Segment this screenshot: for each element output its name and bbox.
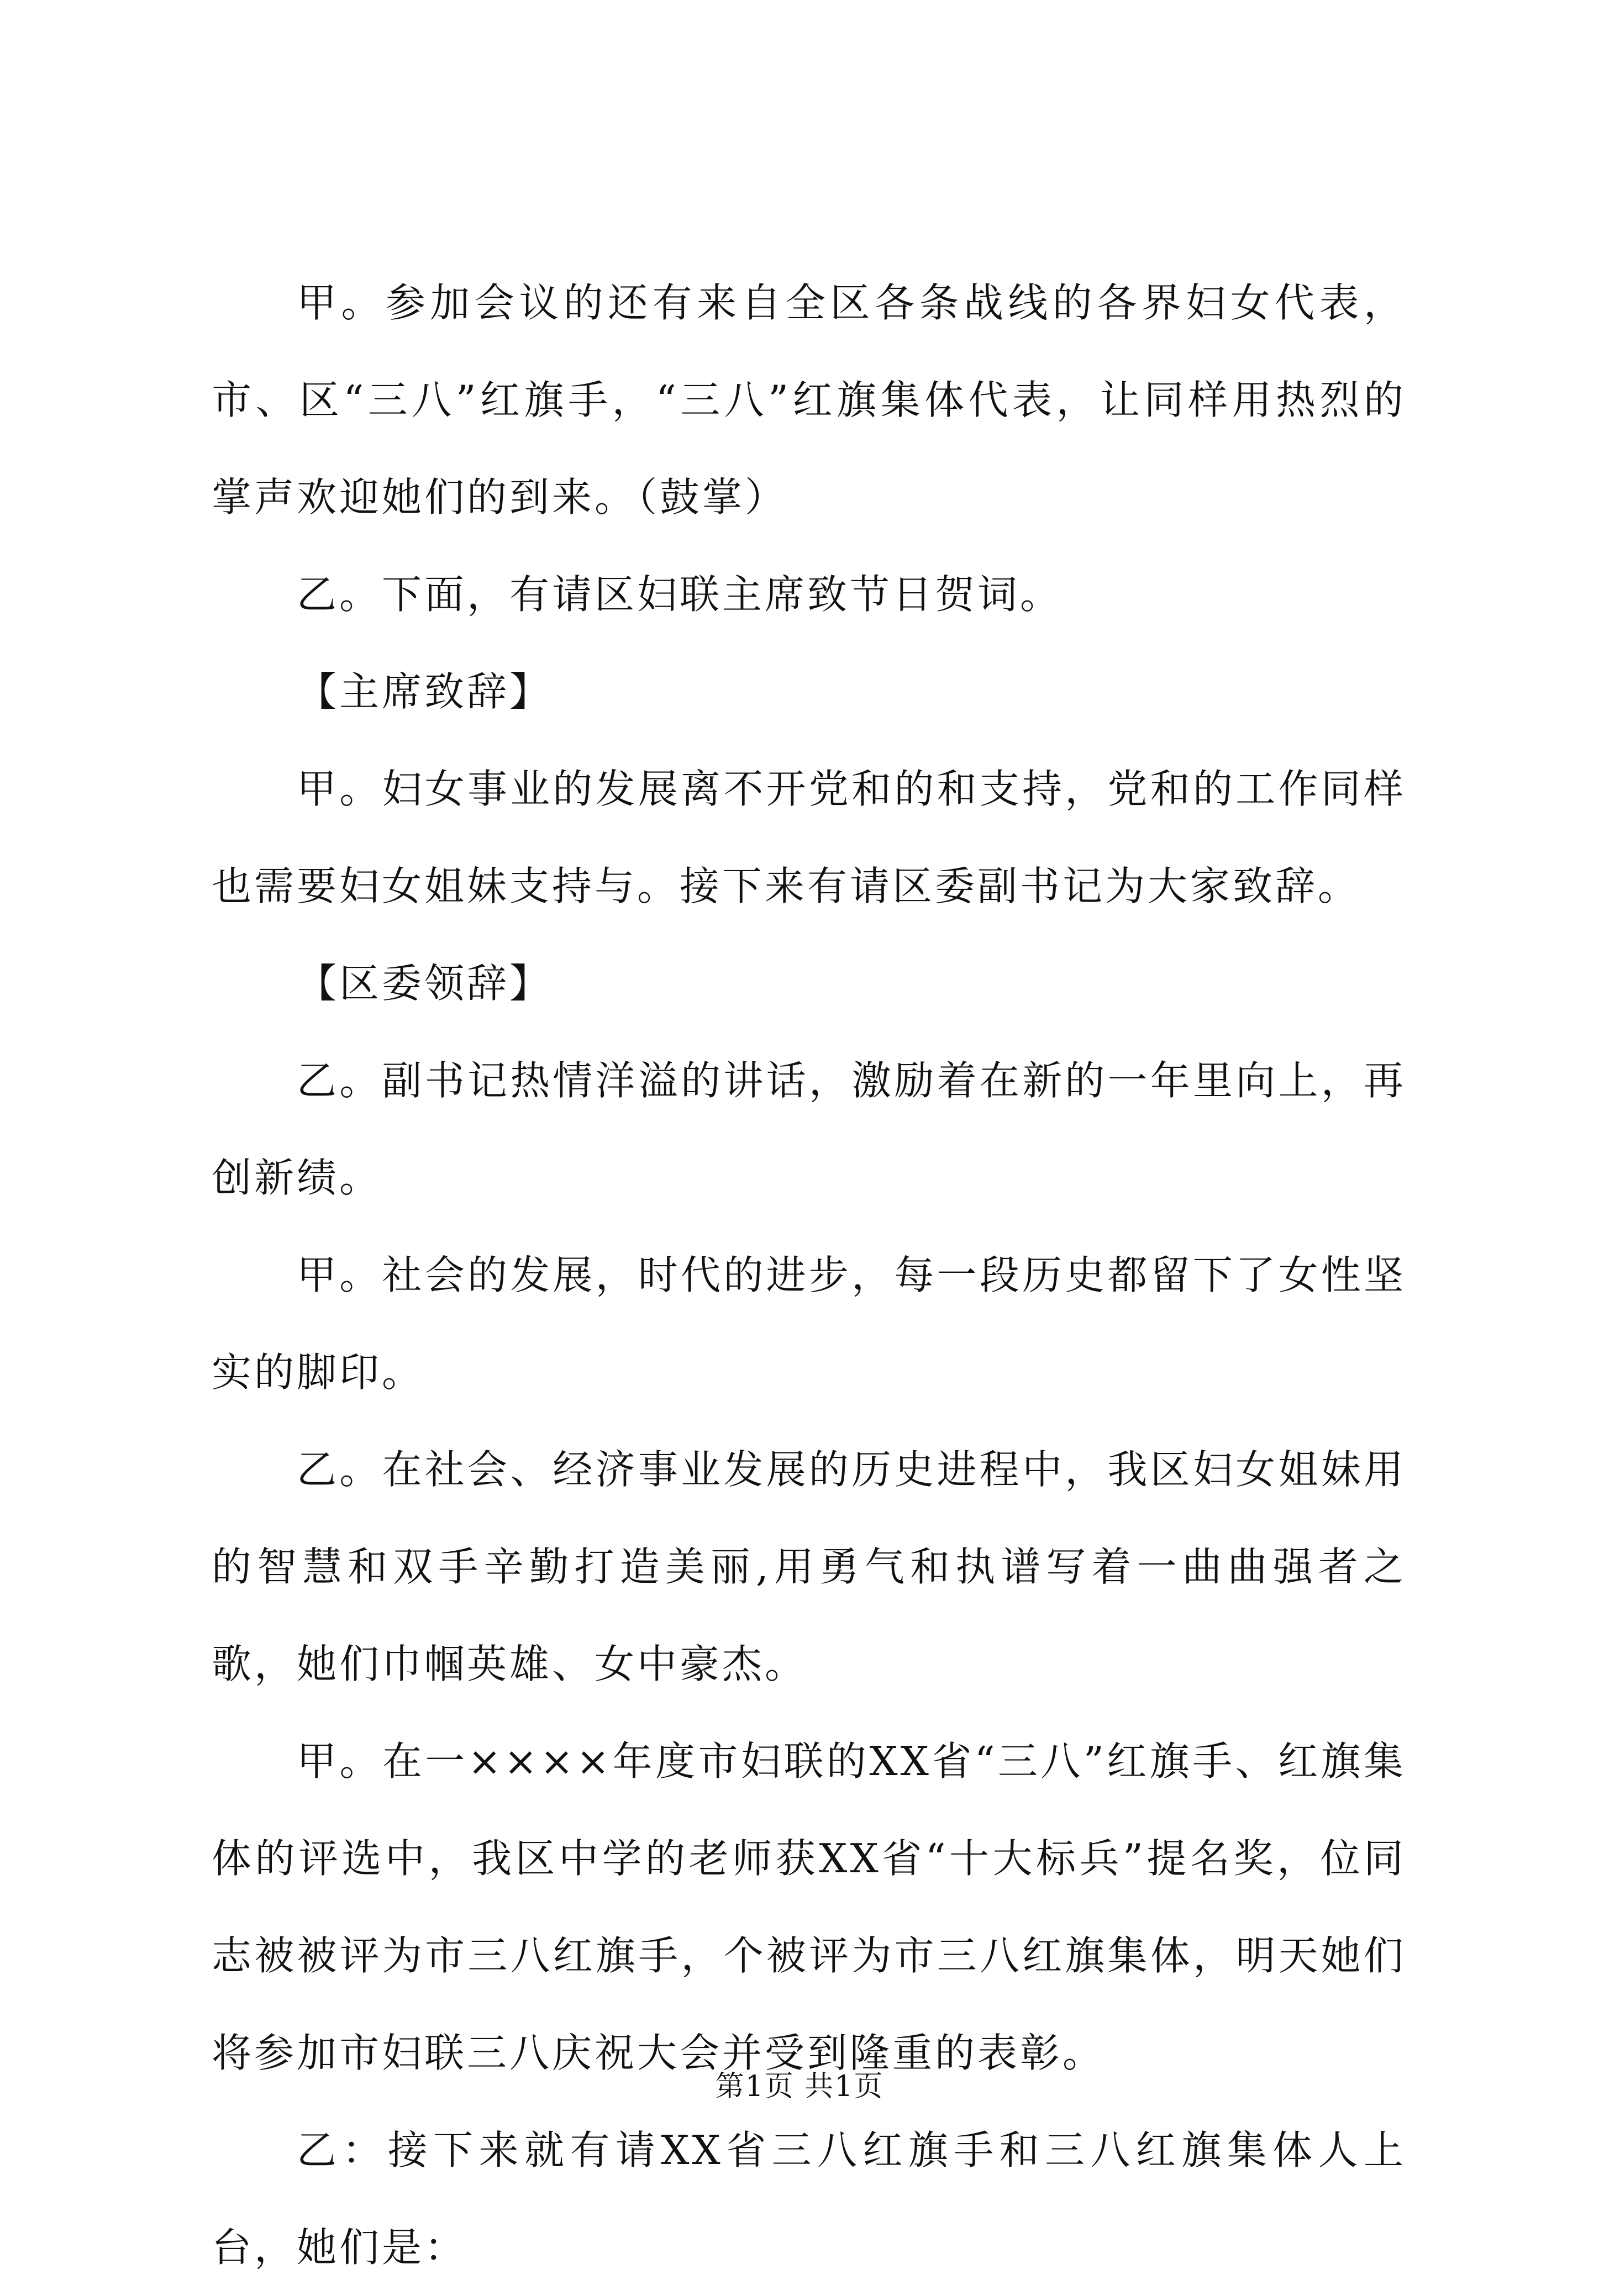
paragraph-awards-announcement: 甲。在一××××年度市妇联的XX省“三八”红旗手、红旗集体的评选中，我区中学的老师获XX省“十大标兵”提名奖，位同志被被评为市三八红旗手，个被评为市三八红旗集体，明天她们将参加市妇联三八庆祝大会并受到隆重的表彰。 (212, 1738, 1406, 2076)
document-body (212, 254, 1406, 2296)
section-marker-chair-speech: 【主席致辞】 (297, 668, 553, 715)
paragraph-guest-introduction: 甲。参加会议的还有来自全区各条战线的各界妇女代表，市、区“三八”红旗手，“三八”红旗集体代表，让同样用热烈的掌声欢迎她们的到来。（鼓掌） (212, 280, 1406, 520)
paragraph-invite-awardees: 乙：接下来就有请XX省三八红旗手和三八红旗集体人上台，她们是： (212, 2127, 1406, 2271)
paragraph-speech-response: 乙。副书记热情洋溢的讲话，激励着在新的一年里向上，再创新绩。 (212, 1057, 1406, 1201)
section-marker-committee-speech: 【区委领辞】 (297, 960, 553, 1007)
page-number-footer: 第1页 共1页 (715, 2070, 884, 2103)
paragraph-women-achievements: 乙。在社会、经济事业发展的历史进程中，我区妇女姐妹用的智慧和双手辛勤打造美丽,用勇气和执谱写着一曲曲强者之歌，她们巾帼英雄、女中豪杰。 (212, 1446, 1406, 1687)
paragraph-invite-deputy-secretary: 甲。妇女事业的发展离不开党和的和支持，党和的工作同样也需要妇女姐妹支持与。接下来有请区委副书记为大家致辞。 (212, 766, 1406, 909)
paragraph-invite-chair: 乙。下面，有请区妇联主席致节日贺词。 (297, 571, 1063, 618)
paragraph-history-footprints: 甲。社会的发展，时代的进步，每一段历史都留下了女性坚实的脚印。 (212, 1252, 1406, 1395)
